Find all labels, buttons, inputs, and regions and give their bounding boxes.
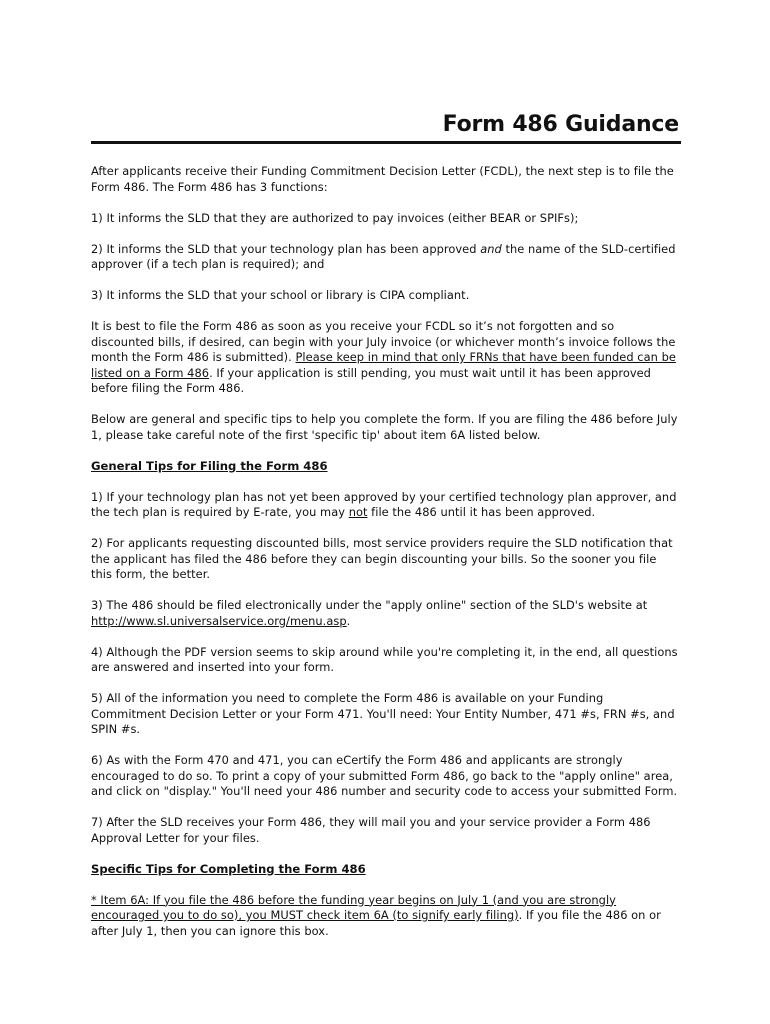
best-practice-underlined: Please keep in mind that only FRNs that have been funded can be listed on a Form 486 [91,350,676,380]
general-tip-7: 7) After the SLD receives your Form 486, they will mail you and your service provider a Form 486 Approval Letter for your files. [91,815,651,845]
function-2 [91,242,681,273]
general-tips-heading: General Tips for Filing the Form 486 [91,458,328,473]
document-page [91,112,681,955]
general-tip-1-before: 1) If your technology plan has not yet been approved by your certified technology plan approver, and the tech plan is required by E-rate, you may [91,489,677,519]
general-tip-1 [91,490,681,521]
intro-paragraph: After applicants receive their Funding Commitment Decision Letter (FCDL), the next step is to file the Form 486. The Form 486 has 3 functions: [91,164,674,194]
best-practice-before: It is best to file the Form 486 as soon as you receive your FCDL so it’s not forgotten and so discounted bills, if desired, can begin with your July invoice (or whichever month’s invoice follows the month the Form 486 is submitted). [91,319,676,364]
general-tip-4: 4) Although the PDF version seems to skip around while you're completing it, in the end, all questions are answered and inserted into your form. [91,644,678,674]
function-2-before: 2) It informs the SLD that your technology plan has been approved [91,241,481,256]
best-practice-after: . If your application is still pending, you must wait until it has been approved before filing the Form 486. [91,365,651,395]
general-tip-5: 5) All of the information you need to complete the Form 486 is available on your Funding Commitment Decision Letter or your Form 471. You'll need: Your Entity Number, 471 #s, FRN #s, and SPIN #s. [91,691,675,736]
function-1: 1) It informs the SLD that they are authorized to pay invoices (either BEAR or SPIFs); [91,210,579,225]
general-tip-6: 6) As with the Form 470 and 471, you can eCertify the Form 486 and applicants are strongly encouraged to do so. To print a copy of your submitted Form 486, go back to the "apply online" area, and click on "display." You'll need your 486 number and security code to access your submitted Form. [91,753,678,798]
best-practice-paragraph [91,319,681,397]
page-title: Form 486 Guidance [442,112,679,137]
function-2-emphasis: and [480,241,502,256]
general-tip-2: 2) For applicants requesting discounted bills, most service providers require the SLD notification that the applicant has filed the 486 before they can begin discounting your bills. So the sooner you file this form, the better. [91,536,673,581]
tips-intro-paragraph: Below are general and specific tips to help you complete the form. If you are filing the 486 before July 1, please take careful note of the first 'specific tip' about item 6A listed below. [91,412,678,442]
sld-website-link[interactable]: http://www.sl.universalservice.org/menu.asp [91,613,347,628]
function-2-after: the name of the SLD-certified approver (if a tech plan is required); and [91,241,676,271]
specific-tip-1-after: . If you file the 486 on or after July 1, then you can ignore this box. [91,908,661,938]
general-tip-1-after: file the 486 until it has been approved. [367,505,596,519]
specific-tip-1-underlined: * Item 6A: If you file the 486 before the funding year begins on July 1 (and you are strongly encouraged you to do so), you MUST check item 6A (to signify early filing) [91,892,616,922]
general-tip-1-underlined: not [348,505,368,519]
general-tip-3-before: 3) The 486 should be filed electronically under the "apply online" section of the SLD's website at [91,598,648,612]
general-tip-3-after: . [346,613,351,628]
specific-tip-1 [91,893,681,940]
specific-tips-heading: Specific Tips for Completing the Form 486 [91,861,366,876]
function-3: 3) It informs the SLD that your school or library is CIPA compliant. [91,288,470,302]
general-tip-3 [91,598,681,629]
title-rule [91,141,681,144]
